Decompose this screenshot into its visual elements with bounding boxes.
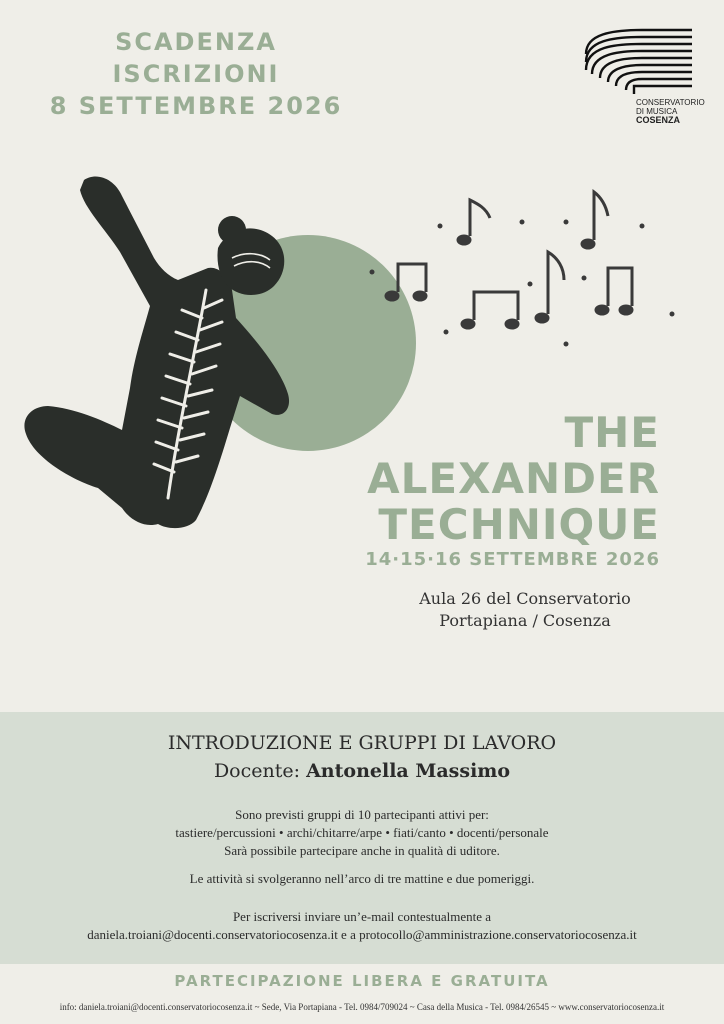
conservatory-logo-text (636, 98, 706, 125)
teacher-name: Antonella Massimo (306, 760, 511, 782)
groups-line3: Sarà possibile partecipare anche in qualità di uditore. (224, 843, 500, 858)
title-line3: TECHNIQUE (378, 500, 660, 549)
woman-figure-icon (24, 177, 289, 529)
teacher-line (0, 760, 724, 782)
signup-line2: daniela.troiani@docenti.conservatoriocosenza.it e a protocollo@amministrazione.conservatoriocosenza.it (87, 927, 637, 942)
venue-line2: Portapiana / Cosenza (439, 611, 611, 630)
event-venue (380, 588, 670, 632)
event-title (360, 410, 660, 548)
deadline-line1: SCADENZA ISCRIZIONI (112, 28, 280, 88)
teacher-label: Docente: (213, 760, 301, 782)
groups-line2: tastiere/percussioni • archi/chitarre/arpe • fiati/canto • docenti/personale (175, 825, 549, 840)
logo-line1: CONSERVATORIO (636, 98, 705, 107)
logo-line3: COSENZA (636, 115, 681, 125)
music-notes-icon (370, 192, 675, 347)
deadline-line2: 8 SETTEMBRE 2026 (49, 92, 343, 120)
groups-line1: Sono previsti gruppi di 10 partecipanti attivi per: (235, 807, 489, 822)
logo-line2: DI MUSICA (636, 107, 678, 116)
schedule-line: Le attività si svolgeranno nell’arco di tre mattine e due pomeriggi. (189, 871, 535, 886)
title-line2: ALEXANDER (367, 454, 660, 503)
spacer (0, 888, 724, 898)
registration-deadline (36, 26, 356, 122)
spacer (0, 860, 724, 870)
event-dates: 14·15·16 SETTEMBRE 2026 (365, 549, 660, 570)
details-info (0, 806, 724, 944)
title-line1: THE (564, 408, 660, 457)
venue-line1: Aula 26 del Conservatorio (419, 589, 631, 608)
free-entry-banner: PARTECIPAZIONE LIBERA E GRATUITA (174, 972, 550, 990)
spacer (0, 898, 724, 908)
section-title: INTRODUZIONE E GRUPPI DI LAVORO (167, 732, 557, 754)
signup-line1: Per iscriversi inviare un’e-mail contestualmente a (232, 909, 492, 924)
footer-contacts: info: daniela.troiani@docenti.conservatoriocosenza.it ~ Sede, Via Portapiana - Tel. 0984/709024 ~ Casa della Musica - Tel. 0984/26545 ~ www.conservatoriocosenza.it (59, 1002, 665, 1012)
